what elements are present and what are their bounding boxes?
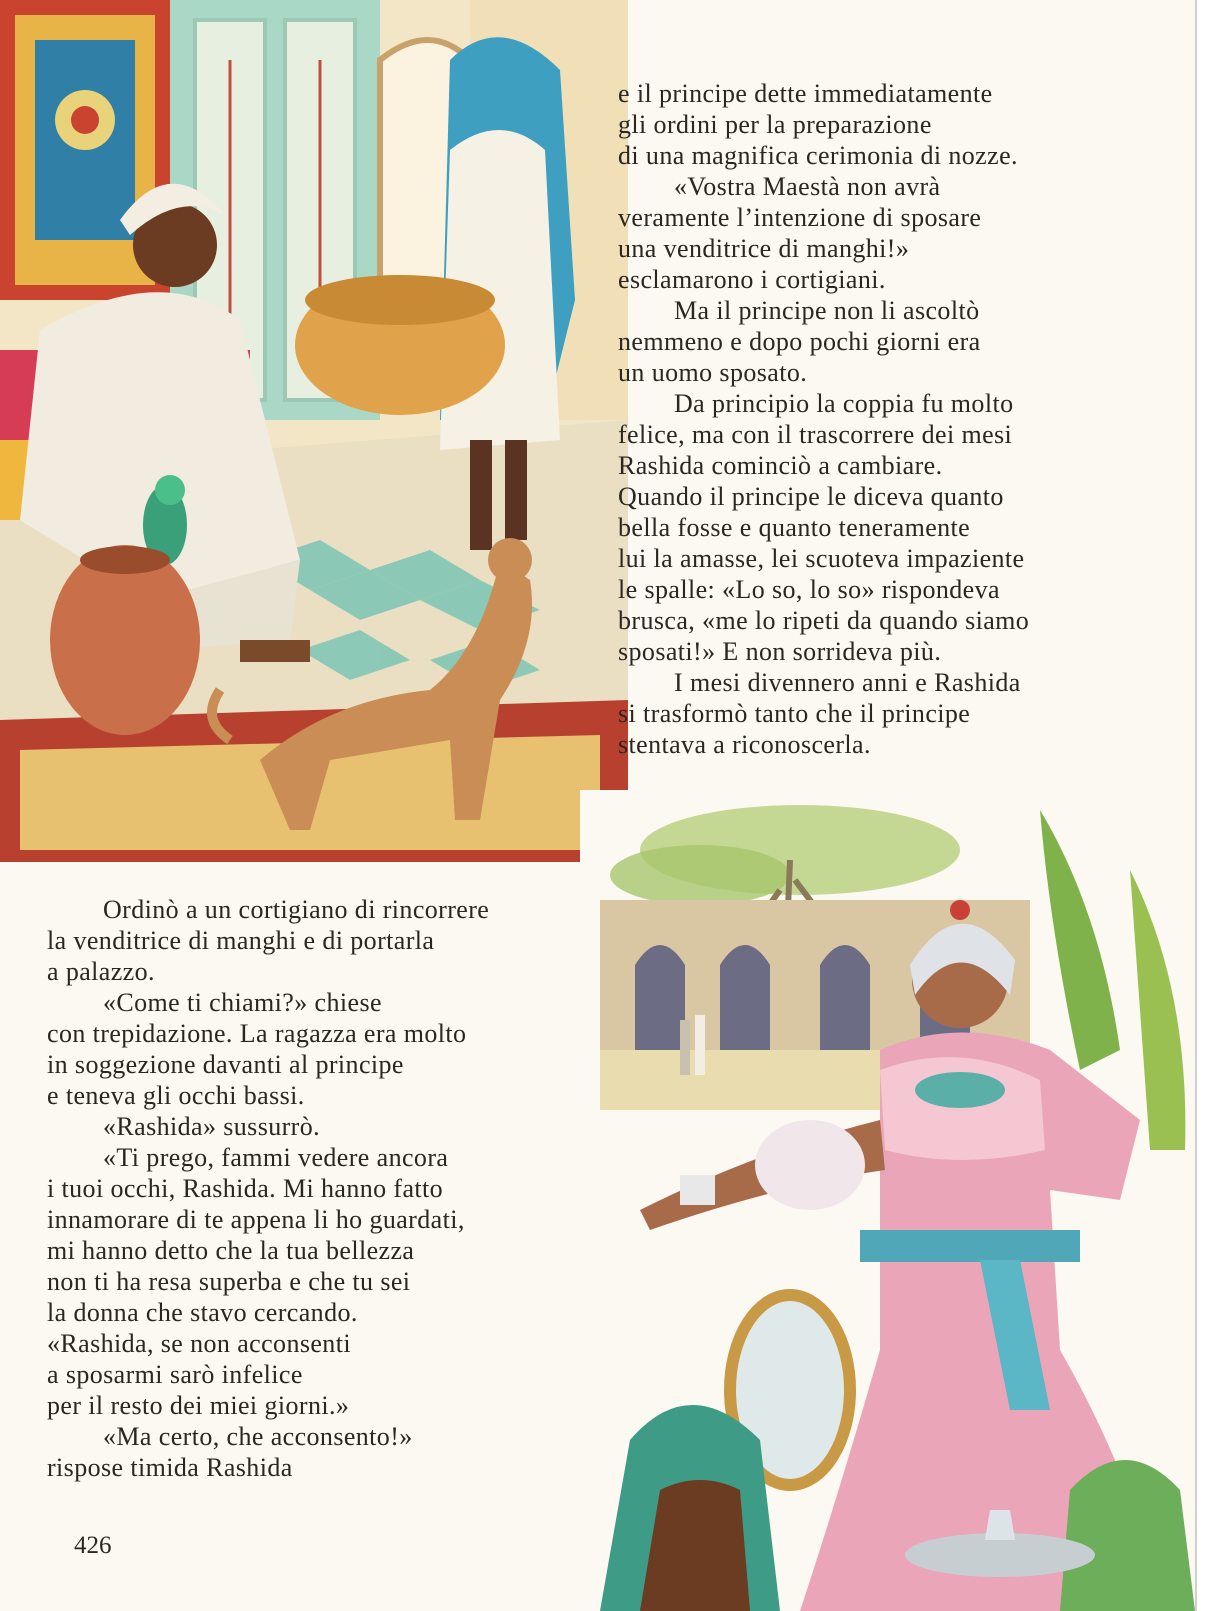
story-line: nemmeno e dopo pochi giorni era xyxy=(618,327,981,356)
story-line: rispose timida Rashida xyxy=(47,1453,293,1482)
story-line: i tuoi occhi, Rashida. Mi hanno fatto xyxy=(47,1174,444,1203)
story-line: a palazzo. xyxy=(47,957,155,986)
page-number: 426 xyxy=(74,1532,112,1559)
story-line: mi hanno detto che la tua bellezza xyxy=(47,1236,415,1265)
story-line: si trasformò tanto che il principe xyxy=(618,699,971,728)
story-line: Quando il principe le diceva quanto xyxy=(618,482,1004,511)
bottom-story-text xyxy=(47,894,489,1483)
story-line: sposati!» E non sorrideva più. xyxy=(618,637,942,666)
story-line: un uomo sposato. xyxy=(618,358,808,387)
scan-edge xyxy=(1195,0,1210,1611)
prince-and-mango-seller-illustration xyxy=(0,0,628,862)
story-line: lui la amasse, lei scuoteva impaziente xyxy=(618,544,1025,573)
story-line: bella fosse e quanto teneramente xyxy=(618,513,971,542)
story-line: la donna che stavo cercando. xyxy=(47,1298,358,1327)
story-line: «Ma certo, che acconsento!» xyxy=(103,1422,413,1451)
story-line: e il principe dette immediatamente xyxy=(618,79,993,108)
story-line: una venditrice di manghi!» xyxy=(618,234,910,263)
story-line: innamorare di te appena li ho guardati, xyxy=(47,1205,465,1234)
palace-scene-icon xyxy=(0,0,628,862)
story-line: Ma il principe non li ascoltò xyxy=(674,296,980,325)
story-line: le spalle: «Lo so, lo so» rispondeva xyxy=(618,575,1000,604)
story-line: la venditrice di manghi e di portarla xyxy=(47,926,435,955)
story-line: in soggezione davanti al principe xyxy=(47,1050,404,1079)
story-line: «Rashida» sussurrò. xyxy=(103,1112,321,1141)
story-line: con trepidazione. La ragazza era molto xyxy=(47,1019,467,1048)
story-line: di una magnifica cerimonia di nozze. xyxy=(618,141,1018,170)
story-line: «Come ti chiami?» chiese xyxy=(103,988,382,1017)
story-line: Da principio la coppia fu molto xyxy=(674,389,1014,418)
top-story-text xyxy=(618,78,1029,760)
story-line: «Vostra Maestà non avrà xyxy=(674,172,941,201)
story-line: Rashida cominciò a cambiare. xyxy=(618,451,943,480)
story-line: non ti ha resa superba e che tu sei xyxy=(47,1267,411,1296)
story-line: per il resto dei miei giorni.» xyxy=(47,1391,350,1420)
story-line: a sposarmi sarò infelice xyxy=(47,1360,303,1389)
story-line: e teneva gli occhi bassi. xyxy=(47,1081,305,1110)
story-line: I mesi divennero anni e Rashida xyxy=(674,668,1021,697)
story-line: Ordinò a un cortigiano di rincorrere xyxy=(103,895,490,924)
story-line: «Rashida, se non acconsenti xyxy=(47,1329,351,1358)
story-line: gli ordini per la preparazione xyxy=(618,110,932,139)
rashida-with-servants-illustration xyxy=(580,790,1195,1611)
story-line: felice, ma con il trascorrere dei mesi xyxy=(618,420,1013,449)
story-line: stentava a riconoscerla. xyxy=(618,730,871,759)
story-line: esclamarono i cortigiani. xyxy=(618,265,886,294)
story-line: veramente l’intenzione di sposare xyxy=(618,203,982,232)
story-line: «Ti prego, fammi vedere ancora xyxy=(103,1143,449,1172)
story-line: brusca, «me lo ripeti da quando siamo xyxy=(618,606,1030,635)
courtyard-scene-icon xyxy=(580,790,1195,1611)
